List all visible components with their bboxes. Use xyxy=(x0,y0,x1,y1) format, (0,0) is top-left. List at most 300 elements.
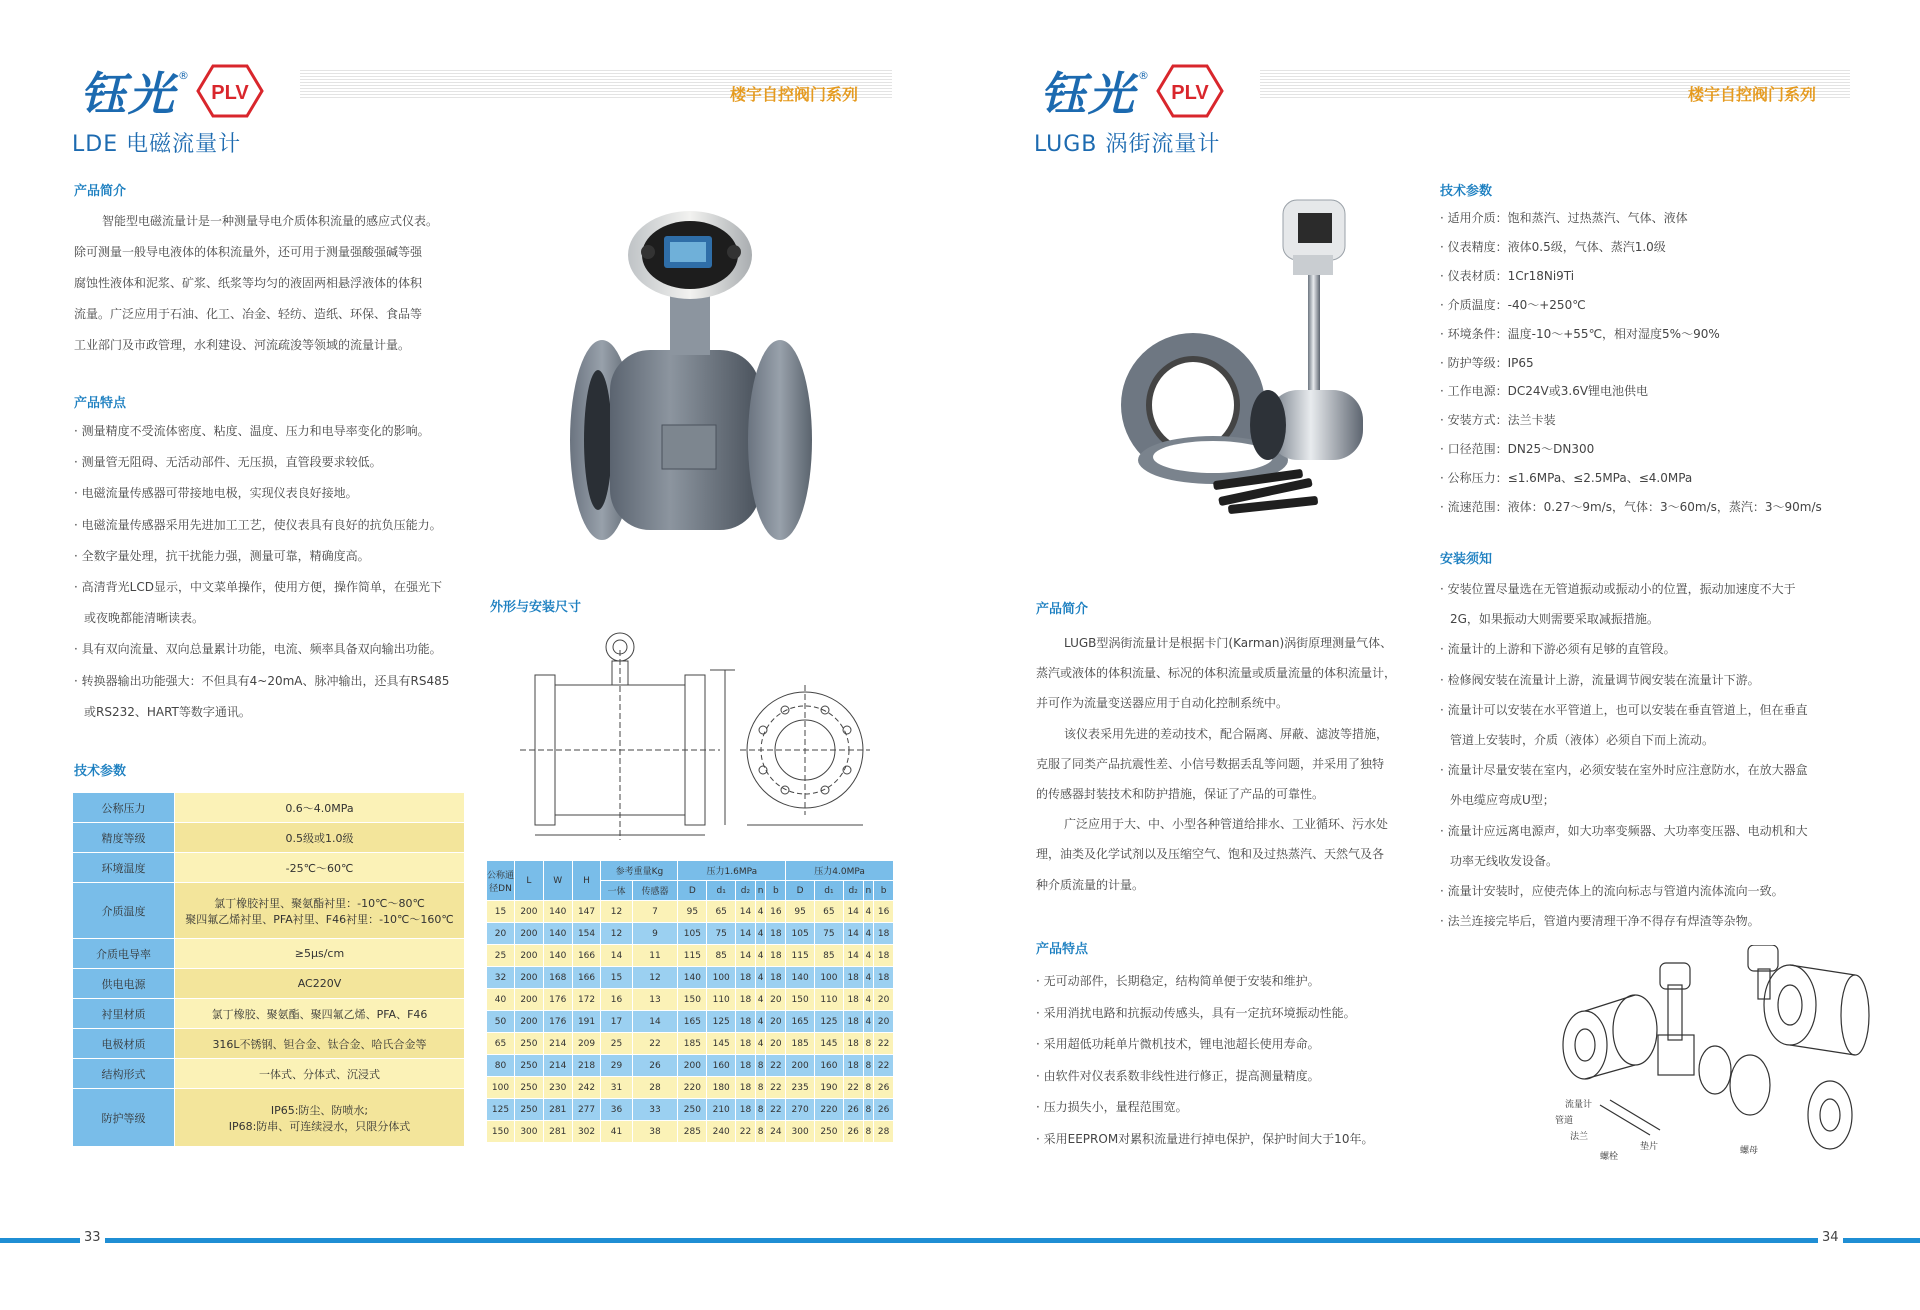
dimension-row xyxy=(487,1099,894,1121)
spec-value: ≥5μs/cm xyxy=(175,939,465,969)
dimension-row xyxy=(487,1033,894,1055)
intro-line: 广泛应用于大、中、小型各种管道给排水、工业循环、污水处 xyxy=(1064,817,1389,832)
plv-hexagon-logo xyxy=(195,63,265,119)
dimension-row xyxy=(487,1011,894,1033)
dimension-cell: 220 xyxy=(678,1077,707,1099)
spec-item: · 流速范围：液体：0.27～9m/s，气体：3～60m/s，蒸汽：3～90m/s xyxy=(1440,493,1880,522)
dimension-cell: 150 xyxy=(487,1121,515,1143)
install-list xyxy=(1440,574,1880,936)
page-title: LDE 电磁流量计 xyxy=(72,132,242,157)
dimension-cell: 20 xyxy=(766,1033,786,1055)
dimension-cell: 105 xyxy=(786,923,815,945)
spec-value xyxy=(175,883,465,939)
col-b: b xyxy=(766,881,786,901)
spec-item: · 工作电源：DC24V或3.6V锂电池供电 xyxy=(1440,377,1880,406)
specs-heading: 技术参数 xyxy=(1440,184,1493,199)
dimension-cell: 125 xyxy=(815,1011,844,1033)
spec-value-line: 氯丁橡胶衬里、聚氨酯衬里：-10℃～80℃ xyxy=(214,896,425,910)
spec-key: 公称压力 xyxy=(73,793,175,823)
dimension-cell: 18 xyxy=(766,945,786,967)
dimension-cell: 14 xyxy=(843,923,863,945)
dimension-cell: 11 xyxy=(632,945,678,967)
col-h: H xyxy=(572,861,601,901)
dimension-cell: 18 xyxy=(736,1011,756,1033)
spec-row xyxy=(73,1029,465,1059)
dimension-cell: 22 xyxy=(736,1121,756,1143)
footer-rule xyxy=(960,1238,1920,1243)
install-item: · 流量计的上游和下游必须有足够的直管段。 xyxy=(1440,634,1880,664)
dimension-row xyxy=(487,967,894,989)
right-page xyxy=(960,0,1920,1310)
registered-mark: ® xyxy=(1138,68,1149,82)
dimension-cell: 85 xyxy=(815,945,844,967)
dimension-cell: 26 xyxy=(843,1099,863,1121)
dimension-cell: 115 xyxy=(786,945,815,967)
feature-item: · 采用EEPROM对累积流量进行掉电保护，保护时间大于10年。 xyxy=(1036,1124,1436,1156)
spec-row xyxy=(73,823,465,853)
col-n: n xyxy=(863,881,874,901)
intro-line: 蒸汽或液体的体积流量、标况的体积流量或质量流量的体积流量计， xyxy=(1036,666,1397,681)
dimension-cell: 31 xyxy=(601,1077,632,1099)
spec-key: 精度等级 xyxy=(73,823,175,853)
dimension-cell: 100 xyxy=(707,967,736,989)
intro-heading: 产品简介 xyxy=(1036,602,1089,617)
install-heading: 安装须知 xyxy=(1440,552,1493,567)
dimension-cell: 14 xyxy=(843,945,863,967)
install-item: · 检修阀安装在流量计上游，流量调节阀安装在流量计下游。 xyxy=(1440,665,1880,695)
spec-item: · 介质温度：-40～+250℃ xyxy=(1440,291,1880,320)
intro-line: 腐蚀性液体和泥浆、矿浆、纸浆等均匀的液固两相悬浮液体的体积 xyxy=(74,276,423,290)
spec-row xyxy=(73,999,465,1029)
intro-line: 克服了同类产品抗震性差、小信号数据丢乱等问题，并采用了独特 xyxy=(1036,756,1385,771)
dimension-cell: 168 xyxy=(543,967,572,989)
dimension-cell: 22 xyxy=(843,1077,863,1099)
col-n: n xyxy=(755,881,766,901)
spec-value-line: 聚四氟乙烯衬里、PFA衬里、F46衬里：-10℃～160℃ xyxy=(185,912,454,926)
intro-line: LUGB型涡街流量计是根据卡门(Karman)涡街原理测量气体、 xyxy=(1064,636,1393,650)
dimension-cell: 20 xyxy=(487,923,515,945)
dimension-cell: 209 xyxy=(572,1033,601,1055)
feature-item-continued: 或RS232、HART等数字通讯。 xyxy=(84,704,251,719)
dimension-cell: 100 xyxy=(815,967,844,989)
dimension-row xyxy=(487,1077,894,1099)
dimension-cell: 166 xyxy=(572,967,601,989)
dimension-cell: 25 xyxy=(487,945,515,967)
feature-item: · 采用消扰电路和抗振动传感头，具有一定抗环境振动性能。 xyxy=(1036,998,1436,1030)
specs-list xyxy=(1440,204,1880,522)
dimension-cell: 14 xyxy=(736,901,756,923)
dimension-cell: 250 xyxy=(515,1099,544,1121)
dimension-cell: 18 xyxy=(766,967,786,989)
dimension-cell: 191 xyxy=(572,1011,601,1033)
diagram-label-gasket: 垫片 xyxy=(1640,1142,1659,1152)
dimension-cell: 15 xyxy=(601,967,632,989)
dimension-cell: 8 xyxy=(863,1121,874,1143)
dimension-cell: 8 xyxy=(863,1033,874,1055)
specs-heading: 技术参数 xyxy=(74,764,127,779)
dimension-cell: 65 xyxy=(815,901,844,923)
dimension-cell: 242 xyxy=(572,1077,601,1099)
col-weight: 参考重量Kg xyxy=(601,861,678,881)
dimension-cell: 20 xyxy=(874,989,894,1011)
dimension-cell: 140 xyxy=(786,967,815,989)
spec-item: · 仪表精度：液体0.5级，气体、蒸汽1.0级 xyxy=(1440,233,1880,262)
spec-item: · 安装方式：法兰卡装 xyxy=(1440,406,1880,435)
spec-item: · 适用介质：饱和蒸汽、过热蒸汽、气体、液体 xyxy=(1440,204,1880,233)
dimension-cell: 12 xyxy=(601,923,632,945)
dimension-cell: 26 xyxy=(632,1055,678,1077)
dimension-cell: 14 xyxy=(736,923,756,945)
dimension-cell: 16 xyxy=(766,901,786,923)
dimension-cell: 95 xyxy=(678,901,707,923)
dimension-cell: 147 xyxy=(572,901,601,923)
dimension-cell: 18 xyxy=(736,1033,756,1055)
dimension-cell: 14 xyxy=(601,945,632,967)
spec-item: · 环境条件：温度-10～+55℃，相对湿度5%～90% xyxy=(1440,320,1880,349)
dimension-cell: 22 xyxy=(766,1055,786,1077)
col-weight-sensor: 传感器 xyxy=(632,881,678,901)
dimension-row xyxy=(487,901,894,923)
install-item: · 流量计安装时，应使壳体上的流向标志与管道内流体流向一致。 xyxy=(1440,876,1880,906)
dimension-cell: 302 xyxy=(572,1121,601,1143)
dimension-cell: 200 xyxy=(515,945,544,967)
col-w: W xyxy=(543,861,572,901)
dimension-cell: 14 xyxy=(632,1011,678,1033)
dimension-cell: 4 xyxy=(863,901,874,923)
dimension-cell: 26 xyxy=(874,1077,894,1099)
dimension-cell: 14 xyxy=(736,945,756,967)
dimension-cell: 4 xyxy=(755,923,766,945)
feature-item: · 电磁流量传感器可带接地电极，实现仪表良好接地。 xyxy=(74,478,474,509)
dimension-cell: 240 xyxy=(707,1121,736,1143)
install-item: · 安装位置尽量选在无管道振动或振动小的位置，振动加速度不大于 xyxy=(1440,574,1880,604)
col-weight-integral: 一体 xyxy=(601,881,632,901)
spec-item: · 防护等级：IP65 xyxy=(1440,349,1880,378)
intro-text xyxy=(1036,628,1436,900)
spec-item: · 口径范围：DN25～DN300 xyxy=(1440,435,1880,464)
dimension-cell: 18 xyxy=(874,923,894,945)
dimension-cell: 277 xyxy=(572,1099,601,1121)
dimension-cell: 4 xyxy=(755,967,766,989)
dimension-cell: 165 xyxy=(678,1011,707,1033)
spec-value-line: IP68:防串、可连续浸水，只限分体式 xyxy=(228,1119,411,1133)
intro-line: 智能型电磁流量计是一种测量导电介质体积流量的感应式仪表。 xyxy=(102,214,439,228)
dimension-cell: 200 xyxy=(515,923,544,945)
spec-value: 氯丁橡胶、聚氨酯、聚四氟乙烯、PFA、F46 xyxy=(175,999,465,1029)
dimension-cell: 250 xyxy=(515,1077,544,1099)
dimension-cell: 150 xyxy=(786,989,815,1011)
dimension-cell: 220 xyxy=(815,1099,844,1121)
dimension-drawing xyxy=(510,625,890,850)
registered-mark: ® xyxy=(178,68,189,82)
brand-logo xyxy=(80,58,265,124)
dimension-cell: 8 xyxy=(863,1099,874,1121)
dimension-cell: 32 xyxy=(487,967,515,989)
dimension-cell: 270 xyxy=(786,1099,815,1121)
dimension-cell: 300 xyxy=(786,1121,815,1143)
spec-key: 介质电导率 xyxy=(73,939,175,969)
dimension-cell: 29 xyxy=(601,1055,632,1077)
feature-item: · 测量管无阻碍、无活动部件、无压损，直管段要求较低。 xyxy=(74,447,474,478)
dimension-table-body xyxy=(487,901,894,1143)
spec-value xyxy=(175,1089,465,1147)
dimension-cell: 16 xyxy=(874,901,894,923)
dimension-row xyxy=(487,923,894,945)
install-item-continued: 2G，如果振动大则需要采取减振措施。 xyxy=(1450,612,1659,627)
feature-item-continued: 或夜晚都能清晰读表。 xyxy=(84,611,205,626)
spec-key: 防护等级 xyxy=(73,1089,175,1147)
dimension-cell: 185 xyxy=(786,1033,815,1055)
col-d1: d₁ xyxy=(707,881,736,901)
dimension-cell: 41 xyxy=(601,1121,632,1143)
dimension-cell: 7 xyxy=(632,901,678,923)
dimension-cell: 75 xyxy=(815,923,844,945)
dimension-cell: 190 xyxy=(815,1077,844,1099)
dimension-cell: 8 xyxy=(863,1077,874,1099)
dimension-cell: 166 xyxy=(572,945,601,967)
dimension-cell: 8 xyxy=(755,1055,766,1077)
feature-item: · 电磁流量传感器采用先进加工工艺，使仪表具有良好的抗负压能力。 xyxy=(74,510,474,541)
dimension-cell: 18 xyxy=(766,923,786,945)
dimension-cell: 200 xyxy=(786,1055,815,1077)
dimension-cell: 18 xyxy=(736,967,756,989)
dimension-cell: 4 xyxy=(755,945,766,967)
dimension-cell: 125 xyxy=(487,1099,515,1121)
dimension-cell: 4 xyxy=(863,1011,874,1033)
plv-text: PLV xyxy=(1171,82,1209,104)
dimension-cell: 22 xyxy=(766,1077,786,1099)
dimension-cell: 18 xyxy=(874,967,894,989)
diagram-label-nut: 螺母 xyxy=(1740,1146,1759,1156)
dimension-cell: 110 xyxy=(815,989,844,1011)
diagram-label-flange: 法兰 xyxy=(1570,1132,1589,1142)
spec-item: · 公称压力：≤1.6MPa、≤2.5MPa、≤4.0MPa xyxy=(1440,464,1880,493)
installation-diagram xyxy=(1540,945,1875,1170)
spec-row xyxy=(73,883,465,939)
dimension-cell: 8 xyxy=(755,1099,766,1121)
dimension-cell: 160 xyxy=(707,1055,736,1077)
features-list xyxy=(74,416,474,728)
dimension-cell: 22 xyxy=(874,1033,894,1055)
plv-text: PLV xyxy=(211,82,249,104)
diagram-label-flowmeter: 流量计 xyxy=(1565,1100,1593,1110)
dimension-cell: 80 xyxy=(487,1055,515,1077)
dimension-cell: 218 xyxy=(572,1055,601,1077)
intro-line: 种介质流量的计量。 xyxy=(1036,877,1145,892)
spec-key: 环境温度 xyxy=(73,853,175,883)
spec-row xyxy=(73,853,465,883)
page-number: 33 xyxy=(80,1230,105,1245)
dimension-cell: 22 xyxy=(766,1099,786,1121)
dimension-cell: 125 xyxy=(707,1011,736,1033)
spec-row xyxy=(73,793,465,823)
intro-line: 理，油类及化学试剂以及压缩空气、饱和及过热蒸汽、天然气及各 xyxy=(1036,847,1385,862)
vortex-flowmeter-image xyxy=(1118,195,1388,545)
col-b: b xyxy=(874,881,894,901)
col-d1: d₁ xyxy=(815,881,844,901)
dimension-cell: 8 xyxy=(863,1055,874,1077)
dimension-cell: 281 xyxy=(543,1099,572,1121)
spec-row xyxy=(73,939,465,969)
page-title: LUGB 涡街流量计 xyxy=(1034,132,1221,157)
spec-value: -25℃～60℃ xyxy=(175,853,465,883)
dimension-cell: 145 xyxy=(815,1033,844,1055)
spec-value: 316L不锈钢、钽合金、钛合金、哈氏合金等 xyxy=(175,1029,465,1059)
install-item: · 流量计尽量安装在室内，必须安装在室外时应注意防水，在放大器盒 xyxy=(1440,755,1880,785)
spec-table xyxy=(72,792,465,1147)
dimension-cell: 250 xyxy=(678,1099,707,1121)
col-pressure-16: 压力1.6MPa xyxy=(678,861,786,881)
intro-line: 流量。广泛应用于石油、化工、冶金、轻纺、造纸、环保、食品等 xyxy=(74,307,423,321)
features-list xyxy=(1036,966,1436,1156)
feature-item: · 压力损失小，量程范围宽。 xyxy=(1036,1092,1436,1124)
dimension-cell: 38 xyxy=(632,1121,678,1143)
dimension-cell: 18 xyxy=(843,1011,863,1033)
plv-hexagon-logo xyxy=(1155,63,1225,119)
dimension-cell: 140 xyxy=(543,901,572,923)
spec-value: AC220V xyxy=(175,969,465,999)
dimension-cell: 172 xyxy=(572,989,601,1011)
dimension-cell: 180 xyxy=(707,1077,736,1099)
spec-key: 衬里材质 xyxy=(73,999,175,1029)
dimension-cell: 26 xyxy=(874,1099,894,1121)
col-D: D xyxy=(678,881,707,901)
dimension-cell: 28 xyxy=(632,1077,678,1099)
feature-item: · 采用超低功耗单片微机技术，锂电池超长使用寿命。 xyxy=(1036,1029,1436,1061)
dimension-cell: 140 xyxy=(678,967,707,989)
dimension-cell: 176 xyxy=(543,1011,572,1033)
dimension-cell: 33 xyxy=(632,1099,678,1121)
feature-item: · 转换器输出功能强大：不但具有4~20mA、脉冲输出，还具有RS485 xyxy=(74,666,474,697)
col-l: L xyxy=(515,861,544,901)
spec-value: 0.5级或1.0级 xyxy=(175,823,465,853)
page-number: 34 xyxy=(1818,1230,1843,1245)
dimension-cell: 40 xyxy=(487,989,515,1011)
dimension-cell: 4 xyxy=(863,923,874,945)
dimension-cell: 85 xyxy=(707,945,736,967)
dimension-cell: 115 xyxy=(678,945,707,967)
dimension-cell: 235 xyxy=(786,1077,815,1099)
features-heading: 产品特点 xyxy=(74,396,127,411)
dimension-row xyxy=(487,989,894,1011)
dimension-cell: 22 xyxy=(632,1033,678,1055)
brand-name: 钰光 xyxy=(1040,67,1136,121)
intro-line: 的传感器封装技术和防护措施，保证了产品的可靠性。 xyxy=(1036,787,1325,802)
series-label: 楼宇自控阀门系列 xyxy=(1688,85,1817,104)
dimension-cell: 18 xyxy=(736,1077,756,1099)
dimension-row xyxy=(487,1121,894,1143)
dimension-cell: 18 xyxy=(736,989,756,1011)
dimension-cell: 150 xyxy=(678,989,707,1011)
dimension-cell: 4 xyxy=(863,945,874,967)
intro-heading: 产品简介 xyxy=(74,184,127,199)
dimension-cell: 230 xyxy=(543,1077,572,1099)
install-item-continued: 外电缆应弯成U型； xyxy=(1450,793,1555,808)
spec-value-line: IP65:防尘、防喷水; xyxy=(270,1103,369,1117)
dimension-cell: 25 xyxy=(601,1033,632,1055)
col-pressure-40: 压力4.0MPa xyxy=(786,861,894,881)
feature-item: · 具有双向流量、双向总量累计功能，电流、频率具备双向输出功能。 xyxy=(74,634,474,665)
dimension-cell: 281 xyxy=(543,1121,572,1143)
dimension-cell: 18 xyxy=(736,1099,756,1121)
feature-item: · 高清背光LCD显示，中文菜单操作，使用方便，操作简单，在强光下 xyxy=(74,572,474,603)
dimension-cell: 28 xyxy=(874,1121,894,1143)
feature-item: · 全数字量处理，抗干扰能力强，测量可靠，精确度高。 xyxy=(74,541,474,572)
dimension-cell: 17 xyxy=(601,1011,632,1033)
dimension-cell: 110 xyxy=(707,989,736,1011)
dimension-cell: 20 xyxy=(874,1011,894,1033)
spec-row xyxy=(73,1089,465,1147)
dimension-cell: 14 xyxy=(843,901,863,923)
dimension-cell: 250 xyxy=(515,1055,544,1077)
dimension-cell: 176 xyxy=(543,989,572,1011)
install-item: · 流量计应远离电源声，如大功率变频器、大功率变压器、电动机和大 xyxy=(1440,816,1880,846)
dimension-cell: 200 xyxy=(515,1011,544,1033)
install-item: · 流量计可以安装在水平管道上，也可以安装在垂直管道上，但在垂直 xyxy=(1440,695,1880,725)
dimension-cell: 4 xyxy=(863,967,874,989)
dimension-cell: 50 xyxy=(487,1011,515,1033)
dimension-cell: 15 xyxy=(487,901,515,923)
install-item-continued: 管道上安装时，介质（液体）必须自下而上流动。 xyxy=(1450,733,1715,748)
spec-row xyxy=(73,1059,465,1089)
feature-item: · 由软件对仪表系数非线性进行修正，提高测量精度。 xyxy=(1036,1061,1436,1093)
dimension-cell: 18 xyxy=(843,989,863,1011)
dimension-cell: 214 xyxy=(543,1033,572,1055)
dimension-cell: 250 xyxy=(815,1121,844,1143)
dimension-cell: 20 xyxy=(766,989,786,1011)
dimension-cell: 18 xyxy=(843,1055,863,1077)
spec-item: · 仪表材质：1Cr18Ni9Ti xyxy=(1440,262,1880,291)
dimension-cell: 16 xyxy=(601,989,632,1011)
dimension-cell: 4 xyxy=(755,1011,766,1033)
dimension-cell: 210 xyxy=(707,1099,736,1121)
intro-line: 并可作为流量变送器应用于自动化控制系统中。 xyxy=(1036,696,1289,711)
dimension-cell: 250 xyxy=(515,1033,544,1055)
intro-line: 该仪表采用先进的差动技术，配合隔离、屏蔽、滤波等措施， xyxy=(1064,726,1389,741)
spec-row xyxy=(73,969,465,999)
feature-item: · 测量精度不受流体密度、粘度、温度、压力和电导率变化的影响。 xyxy=(74,416,474,447)
dimension-cell: 200 xyxy=(678,1055,707,1077)
spec-key: 供电电源 xyxy=(73,969,175,999)
dimension-cell: 22 xyxy=(874,1055,894,1077)
dimension-row xyxy=(487,1055,894,1077)
diagram-label-pipe: 管道 xyxy=(1555,1116,1574,1126)
features-heading: 产品特点 xyxy=(1036,942,1089,957)
dimension-cell: 95 xyxy=(786,901,815,923)
col-d2: d₂ xyxy=(736,881,756,901)
intro-text xyxy=(74,206,474,361)
dimension-cell: 154 xyxy=(572,923,601,945)
brand-logo xyxy=(1040,58,1225,124)
dimension-cell: 4 xyxy=(755,989,766,1011)
dimension-cell: 185 xyxy=(678,1033,707,1055)
dimension-cell: 100 xyxy=(487,1077,515,1099)
dimension-cell: 18 xyxy=(874,945,894,967)
col-dn: 公称通径DN xyxy=(487,861,515,901)
spec-key: 介质温度 xyxy=(73,883,175,939)
dimension-cell: 140 xyxy=(543,945,572,967)
install-item: · 法兰连接完毕后，管道内要清理干净不得存有焊渣等杂物。 xyxy=(1440,906,1880,936)
dimension-cell: 300 xyxy=(515,1121,544,1143)
install-item-continued: 功率无线收发设备。 xyxy=(1450,853,1559,868)
dimension-cell: 26 xyxy=(843,1121,863,1143)
dimension-cell: 8 xyxy=(755,1077,766,1099)
spec-value: 一体式、分体式、沉浸式 xyxy=(175,1059,465,1089)
dimension-cell: 105 xyxy=(678,923,707,945)
dimension-cell: 18 xyxy=(843,1033,863,1055)
dimension-cell: 8 xyxy=(755,1121,766,1143)
dimension-cell: 200 xyxy=(515,901,544,923)
